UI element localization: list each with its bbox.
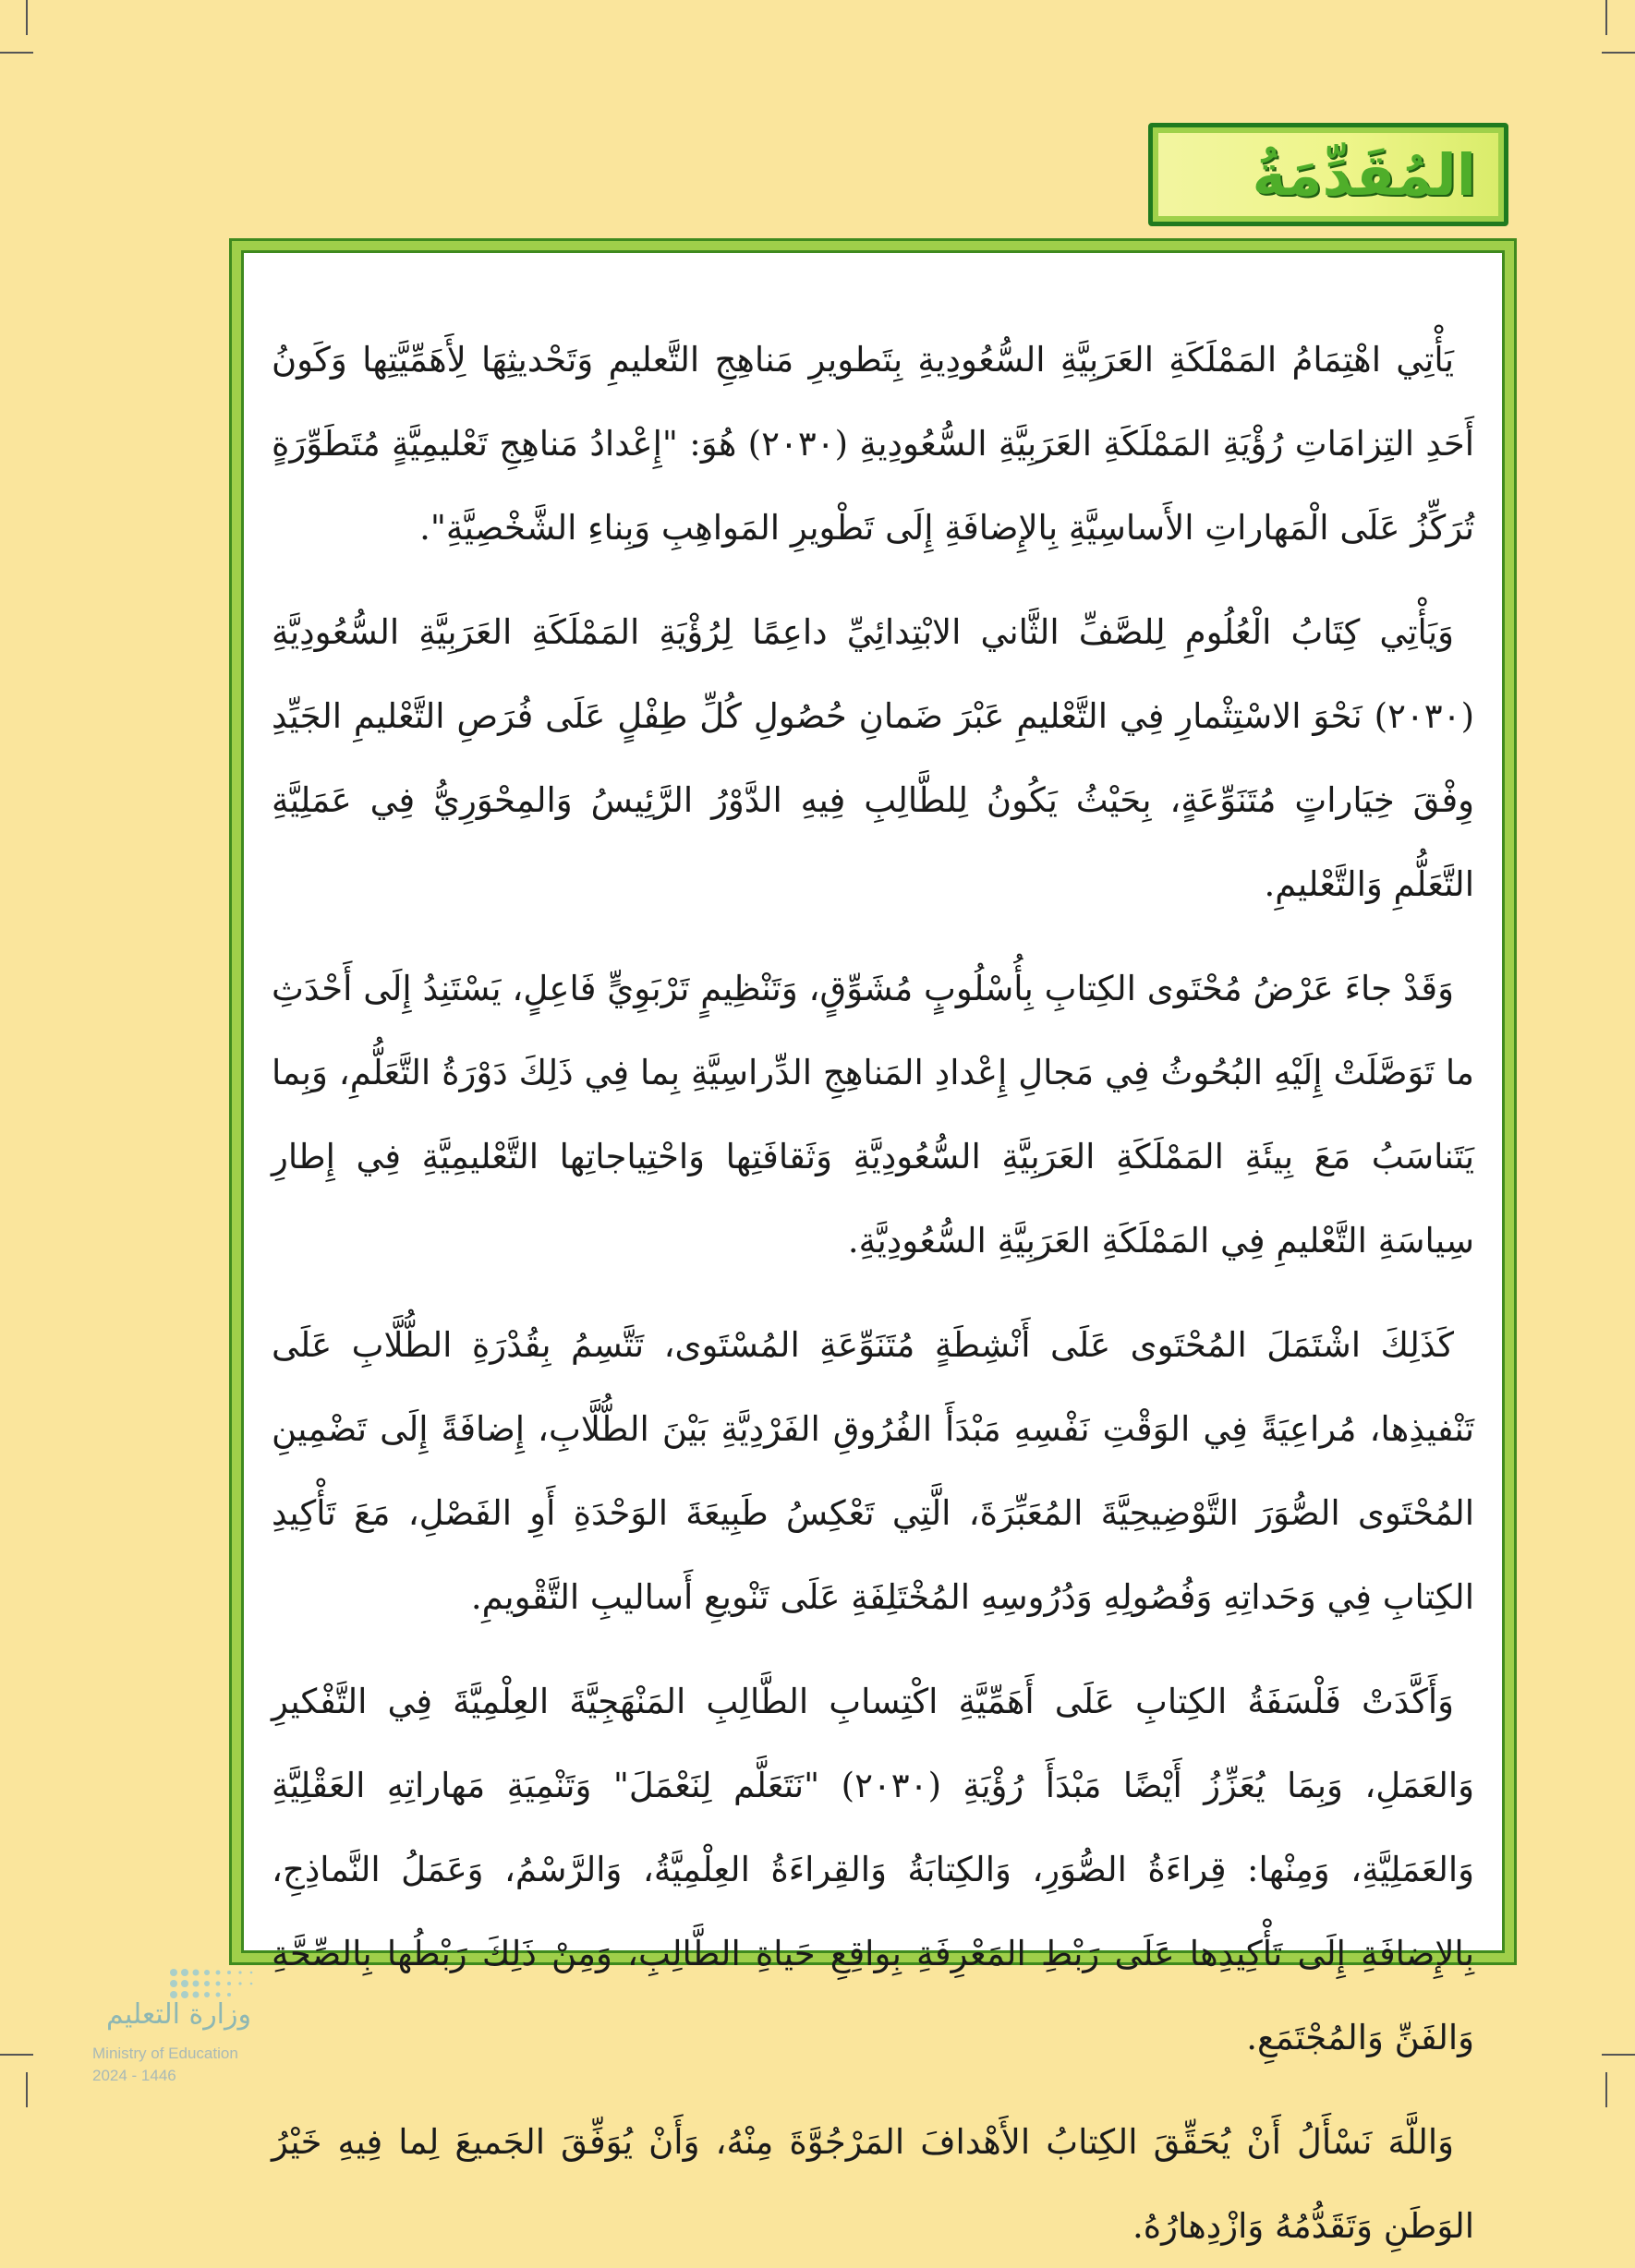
introduction-text (272, 318, 1474, 2268)
crop-mark-top-right (1605, 0, 1607, 35)
ministry-name-arabic: وزارة التعليم (105, 1998, 251, 2031)
crop-mark-right-bottom (1602, 2054, 1635, 2056)
section-title-tab (1148, 123, 1508, 226)
crop-mark-bottom-right (1605, 2072, 1607, 2107)
paragraph-6: وَاللَّهَ نَسْأَلُ أَنْ يُحَقِّقَ الكِتابُ الأَهْدافَ المَرْجُوَّةَ مِنْهُ، وَأَنْ يُوَفِّقَ الجَميعَ لِما فِيهِ خَيْرُ الوَطَنِ وَتَقَدُّمُهُ وَازْدِهارُهُ. (272, 2122, 1474, 2246)
crop-mark-bottom-left (26, 2072, 28, 2107)
crop-mark-right-top (1602, 52, 1635, 54)
paragraph-3: وَقَدْ جاءَ عَرْضُ مُحْتَوى الكِتابِ بِأُسْلُوبٍ مُشَوِّقٍ، وَتَنْظِيمٍ تَرْبَوِيٍّ فَاعِلٍ، يَسْتَنِدُ إِلَى أَحْدَثِ ما تَوَصَّلَتْ إِلَيْهِ البُحُوثُ فِي مَجالِ إِعْدادِ المَناهِجِ الدِّراسِيَّةِ بِما فِي ذَلِكَ دَوْرَةُ التَّعَلُّمِ، وَبِما يَتَناسَبُ مَعَ بِيئَةِ المَمْلَكَةِ العَرَبِيَّةِ السُّعُودِيَّةِ وَثَقافَتِها وَاحْتِياجاتِها التَّعْليمِيَّةِ فِي إِطارِ سِياسَةِ التَّعْليمِ فِي المَمْلَكَةِ العَرَبِيَّةِ السُّعُودِيَّةِ. (272, 969, 1474, 1261)
ministry-name-english: Ministry of Education (92, 2045, 238, 2062)
page-title: المُقَدِّمَةُ (1252, 140, 1476, 209)
paragraph-5: وَأَكَّدَتْ فَلْسَفَةُ الكِتابِ عَلَى أَهَمِّيَّةِ اكْتِسابِ الطَّالِبِ المَنْهَجِيَّةَ العِلْمِيَّةَ فِي التَّفْكيرِ وَالعَمَلِ، وَبِمَا يُعَزِّزُ أَيْضًا مَبْدَأَ رُؤْيَةِ (٢٠٣٠) "نَتَعَلَّم لِنَعْمَلَ" وَتَنْمِيَةِ مَهاراتِهِ العَقْلِيَّةِ وَالعَمَلِيَّةِ، وَمِنْها: قِراءَةُ الصُّوَرِ، وَالكِتابَةُ وَالقِراءَةُ العِلْمِيَّةُ، وَالرَّسْمُ، وَعَمَلُ النَّماذِجِ، بِالإِضافَةِ إِلَى تَأْكِيدِها عَلَى رَبْطِ المَعْرِفَةِ بِواقِعِ حَياةِ الطَّالِبِ، وَمِنْ ذَلِكَ رَبْطُها بِالصِّحَّةِ وَالفَنِّ وَالمُجْتَمَعِ. (272, 1682, 1474, 2057)
content-panel-frame (229, 238, 1517, 2246)
content-panel (241, 250, 1505, 2246)
crop-mark-top-left (26, 0, 28, 35)
edition-year: 2024 - 1446 (92, 2067, 176, 2084)
ministry-logo (85, 1958, 334, 2124)
paragraph-4: كَذَلِكَ اشْتَمَلَ المُحْتَوى عَلَى أَنْشِطَةٍ مُتَنَوِّعَةِ المُسْتَوى، تَتَّسِمُ بِقُدْرَةِ الطُّلَّابِ عَلَى تَنْفيذِها، مُراعِيَةً فِي الوَقْتِ نَفْسِهِ مَبْدَأَ الفُرُوقِ الفَرْدِيَّةِ بَيْنَ الطُّلَّابِ، إِضافَةً إِلَى تَضْمِينِ المُحْتَوى الصُّوَرَ التَّوْضِيحِيَّةَ المُعَبِّرَةَ، الَّتِي تَعْكِسُ طَبِيعَةَ الوَحْدَةِ أَوِ الفَصْلِ، مَعَ تَأْكِيدِ الكِتابِ فِي وَحَداتِهِ وَفُصُولِهِ وَدُرُوسِهِ المُخْتَلِفَةِ عَلَى تَنْويعِ أَساليبِ التَّقْويمِ. (272, 1325, 1474, 1617)
paragraph-1: يَأْتِي اهْتِمَامُ المَمْلَكَةِ العَرَبِيَّةِ السُّعُودِيةِ بِتَطويرِ مَناهِجِ التَّعليمِ وَتَحْديثِهَا لِأَهَمِّيَّتِها وَكَونُ أَحَدِ التِزامَاتِ رُؤْيَةِ المَمْلَكَةِ العَرَبِيَّةِ السُّعُودِيةِ (٢٠٣٠) هُوَ: "إِعْدادُ مَناهِجِ تَعْليمِيَّةٍ مُتَطَوِّرَةٍ تُرَكِّزُ عَلَى الْمَهاراتِ الأَساسِيَّةِ بِالإِضافَةِ إِلَى تَطْويرِ المَواهِبِ وَبِناءِ الشَّخْصِيَّةِ". (272, 340, 1474, 548)
paragraph-2: وَيَأْتِي كِتَابُ الْعُلُومِ لِلصَّفِّ الثَّاني الابْتِدائِيِّ داعِمًا لِرُؤْيَةِ المَمْلَكَةِ العَرَبِيَّةِ السُّعُودِيَّةِ (٢٠٣٠) نَحْوَ الاسْتِثْمارِ فِي التَّعْليمِ عَبْرَ ضَمانِ حُصُولِ كُلِّ طِفْلٍ عَلَى فُرَصِ التَّعْليمِ الجَيِّدِ وِفْقَ خِيَاراتٍ مُتَنَوِّعَةٍ، بِحَيْثُ يَكُونُ لِلطَّالِبِ فِيهِ الدَّوْرُ الرَّئِيسُ وَالمِحْوَرِيُّ فِي عَمَلِيَّةِ التَّعَلُّمِ وَالتَّعْليمِ. (272, 612, 1474, 904)
crop-mark-left-top (0, 52, 33, 54)
crop-mark-left-bottom (0, 2054, 33, 2056)
